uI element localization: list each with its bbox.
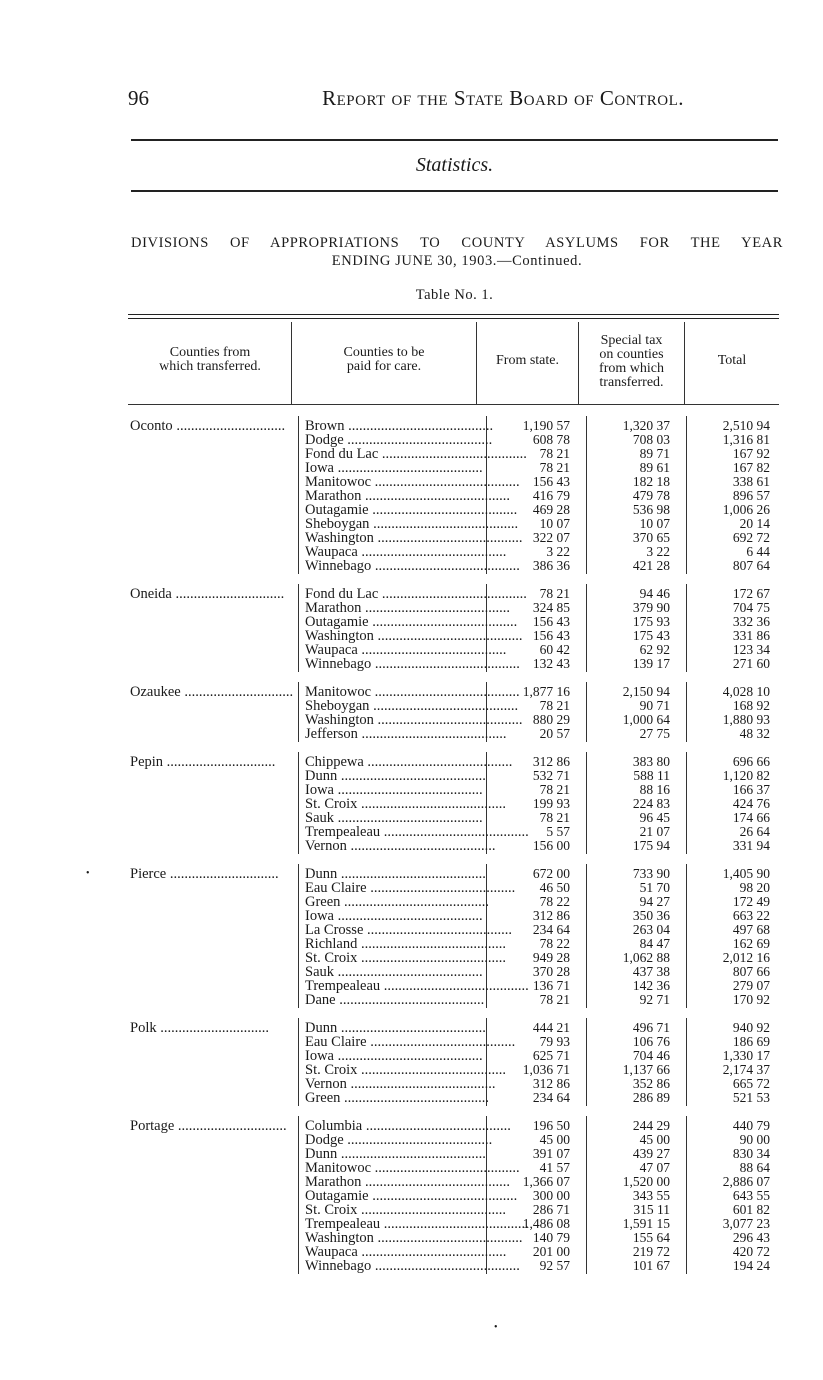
from-state-value: 286 71 (532, 1202, 570, 1217)
from-state-value: 312 86 (532, 1076, 570, 1091)
special-tax-value: 62 92 (639, 642, 670, 657)
paid-county: St. Croix ........................................ (305, 1062, 506, 1078)
col-header-paid: Counties to be paid for care. (343, 345, 425, 374)
from-state-value: 1,486 08 (522, 1216, 570, 1231)
paid-county: Green ........................................ (305, 894, 490, 910)
from-state-value: 78 21 (539, 782, 570, 797)
from-state-value: 3 22 (546, 544, 570, 559)
special-tax-value: 439 27 (632, 1146, 670, 1161)
paid-county: Outagamie ........................................ (305, 614, 518, 630)
from-state-value: 1,366 07 (522, 1174, 570, 1189)
total-value: 1,120 82 (722, 768, 770, 783)
paid-county: Washington ........................................ (305, 628, 523, 644)
column-divider (586, 1018, 587, 1106)
total-value: 172 67 (732, 586, 770, 601)
total-value: 643 55 (732, 1188, 770, 1203)
from-state-value: 156 43 (532, 614, 570, 629)
column-divider (686, 752, 687, 854)
paid-county: Manitowoc ........................................ (305, 474, 520, 490)
special-tax-value: 27 75 (639, 726, 670, 741)
column-divider (298, 1018, 299, 1106)
paid-county: Dunn ........................................ (305, 1020, 486, 1036)
from-state-value: 469 28 (532, 502, 570, 517)
from-state-value: 880 29 (532, 712, 570, 727)
column-divider (686, 864, 687, 1008)
special-tax-value: 1,591 15 (622, 1216, 670, 1231)
special-tax-value: 175 94 (632, 838, 670, 853)
paid-county: Green ........................................ (305, 1090, 490, 1106)
column-divider (586, 682, 587, 742)
table-top-rule (128, 314, 779, 319)
paid-county: Iowa ........................................ (305, 782, 483, 798)
from-state-value: 234 64 (532, 1090, 570, 1105)
header-rule (131, 139, 778, 141)
special-tax-value: 142 36 (632, 978, 670, 993)
paid-county: Dunn ........................................ (305, 1146, 486, 1162)
total-value: 166 37 (732, 782, 770, 797)
column-divider (586, 752, 587, 854)
header-bottom-rule (128, 404, 779, 405)
from-state-value: 156 43 (532, 474, 570, 489)
total-value: 168 92 (732, 698, 770, 713)
paid-county: Vernon ........................................ (305, 838, 496, 854)
total-value: 6 44 (746, 544, 770, 559)
paid-county: Marathon ........................................ (305, 488, 510, 504)
paid-county: Fond du Lac ........................................ (305, 446, 527, 462)
special-tax-value: 286 89 (632, 1090, 670, 1105)
col-header-total: Total (717, 353, 747, 368)
margin-mark: • (494, 1322, 498, 1333)
total-value: 521 53 (732, 1090, 770, 1105)
paid-county: Waupaca ........................................ (305, 544, 507, 560)
column-divider (686, 1116, 687, 1274)
column-divider (298, 752, 299, 854)
total-value: 692 72 (732, 530, 770, 545)
total-value: 497 68 (732, 922, 770, 937)
from-state-value: 78 21 (539, 992, 570, 1007)
special-tax-value: 1,062 88 (622, 950, 670, 965)
page-number: 96 (128, 86, 149, 110)
column-divider (686, 584, 687, 672)
margin-mark: • (86, 868, 90, 879)
paid-county: Sheboygan ........................................ (305, 516, 519, 532)
special-tax-value: 3 22 (646, 544, 670, 559)
total-value: 186 69 (732, 1034, 770, 1049)
special-tax-value: 2,150 94 (622, 684, 670, 699)
from-county: Ozaukee .............................. (130, 684, 294, 700)
total-value: 3,077 23 (722, 1216, 770, 1231)
special-tax-value: 224 83 (632, 796, 670, 811)
from-county: Oconto .............................. (130, 418, 286, 434)
total-value: 48 32 (739, 726, 770, 741)
total-value: 167 82 (732, 460, 770, 475)
from-state-value: 1,036 71 (522, 1062, 570, 1077)
paid-county: Waupaca ........................................ (305, 642, 507, 658)
special-tax-value: 94 46 (639, 586, 670, 601)
from-state-value: 324 85 (532, 600, 570, 615)
total-value: 88 64 (739, 1160, 770, 1175)
col-header-tax: Special tax on counties from which transferred. (599, 333, 664, 390)
section-rule (131, 190, 778, 192)
from-state-value: 140 79 (532, 1230, 570, 1245)
from-state-value: 78 21 (539, 586, 570, 601)
from-state-value: 1,190 57 (522, 418, 570, 433)
paid-county: Sauk ........................................ (305, 964, 483, 980)
special-tax-value: 588 11 (633, 768, 670, 783)
total-value: 2,886 07 (722, 1174, 770, 1189)
from-county: Portage .............................. (130, 1118, 287, 1134)
from-state-value: 46 50 (539, 880, 570, 895)
total-value: 1,405 90 (722, 866, 770, 881)
from-state-value: 45 00 (539, 1132, 570, 1147)
special-tax-value: 496 71 (632, 1020, 670, 1035)
total-value: 167 92 (732, 446, 770, 461)
special-tax-value: 219 72 (632, 1244, 670, 1259)
from-state-value: 386 36 (532, 558, 570, 573)
paid-county: Outagamie ........................................ (305, 1188, 518, 1204)
from-state-value: 312 86 (532, 908, 570, 923)
from-state-value: 1,877 16 (522, 684, 570, 699)
from-state-value: 196 50 (532, 1118, 570, 1133)
special-tax-value: 96 45 (639, 810, 670, 825)
total-value: 271 60 (732, 656, 770, 671)
special-tax-value: 182 18 (632, 474, 670, 489)
col-header-state: From state. (496, 353, 559, 368)
special-tax-value: 51 70 (639, 880, 670, 895)
paid-county: Manitowoc ........................................ (305, 684, 520, 700)
from-state-value: 672 00 (532, 866, 570, 881)
paid-county: Washington ........................................ (305, 712, 523, 728)
from-state-value: 625 71 (532, 1048, 570, 1063)
total-value: 1,880 93 (722, 712, 770, 727)
total-value: 172 49 (732, 894, 770, 909)
special-tax-value: 45 00 (639, 1132, 670, 1147)
paid-county: St. Croix ........................................ (305, 950, 506, 966)
total-value: 170 92 (732, 992, 770, 1007)
from-state-value: 78 21 (539, 698, 570, 713)
total-value: 896 57 (732, 488, 770, 503)
column-divider (298, 584, 299, 672)
special-tax-value: 175 93 (632, 614, 670, 629)
from-state-value: 132 43 (532, 656, 570, 671)
total-value: 279 07 (732, 978, 770, 993)
special-tax-value: 1,520 00 (622, 1174, 670, 1189)
paid-county: Sheboygan ........................................ (305, 698, 519, 714)
total-value: 807 64 (732, 558, 770, 573)
special-tax-value: 350 36 (632, 908, 670, 923)
from-state-value: 300 00 (532, 1188, 570, 1203)
total-value: 98 20 (739, 880, 770, 895)
paid-county: Winnebago ........................................ (305, 656, 520, 672)
column-divider (298, 682, 299, 742)
special-tax-value: 704 46 (632, 1048, 670, 1063)
caption-line-2: ENDING JUNE 30, 1903.—Continued. (331, 253, 583, 269)
from-state-value: 92 57 (539, 1258, 570, 1273)
from-state-value: 60 42 (539, 642, 570, 657)
special-tax-value: 370 65 (632, 530, 670, 545)
total-value: 26 64 (739, 824, 770, 839)
special-tax-value: 139 17 (632, 656, 670, 671)
special-tax-value: 244 29 (632, 1118, 670, 1133)
special-tax-value: 1,000 64 (622, 712, 670, 727)
paid-county: St. Croix ........................................ (305, 796, 506, 812)
from-county: Polk .............................. (130, 1020, 269, 1036)
total-value: 194 24 (732, 1258, 770, 1273)
from-state-value: 41 57 (539, 1160, 570, 1175)
special-tax-value: 1,320 37 (622, 418, 670, 433)
total-value: 162 69 (732, 936, 770, 951)
paid-county: Iowa ........................................ (305, 460, 483, 476)
total-value: 331 86 (732, 628, 770, 643)
paid-county: Columbia ........................................ (305, 1118, 511, 1134)
total-value: 123 34 (732, 642, 770, 657)
total-value: 332 36 (732, 614, 770, 629)
paid-county: Fond du Lac ........................................ (305, 586, 527, 602)
from-state-value: 444 21 (532, 1020, 570, 1035)
special-tax-value: 84 47 (639, 936, 670, 951)
paid-county: Dunn ........................................ (305, 768, 486, 784)
total-value: 1,006 26 (722, 502, 770, 517)
special-tax-value: 421 28 (632, 558, 670, 573)
from-county: Pepin .............................. (130, 754, 276, 770)
special-tax-value: 92 71 (639, 992, 670, 1007)
special-tax-value: 733 90 (632, 866, 670, 881)
total-value: 2,174 37 (722, 1062, 770, 1077)
total-value: 1,330 17 (722, 1048, 770, 1063)
from-county: Oneida .............................. (130, 586, 285, 602)
total-value: 1,316 81 (722, 432, 770, 447)
column-divider (586, 864, 587, 1008)
paid-county: Jefferson ........................................ (305, 726, 507, 742)
paid-county: Outagamie ........................................ (305, 502, 518, 518)
paid-county: Richland ........................................ (305, 936, 506, 952)
section-title: Statistics. (415, 154, 494, 176)
from-state-value: 532 71 (532, 768, 570, 783)
special-tax-value: 90 71 (639, 698, 670, 713)
paid-county: Brown ........................................ (305, 418, 494, 434)
paid-county: Chippewa ........................................ (305, 754, 513, 770)
from-state-value: 199 93 (532, 796, 570, 811)
paid-county: Marathon ........................................ (305, 1174, 510, 1190)
from-state-value: 312 86 (532, 754, 570, 769)
column-divider (586, 1116, 587, 1274)
paid-county: Trempealeau ........................................ (305, 1216, 529, 1232)
running-header (128, 86, 684, 114)
paid-county: Eau Claire ........................................ (305, 1034, 516, 1050)
paid-county: Iowa ........................................ (305, 1048, 483, 1064)
paid-county: Trempealeau ........................................ (305, 824, 529, 840)
paid-county: Dunn ........................................ (305, 866, 486, 882)
special-tax-value: 47 07 (639, 1160, 670, 1175)
special-tax-value: 1,137 66 (622, 1062, 670, 1077)
paid-county: Manitowoc ........................................ (305, 1160, 520, 1176)
from-state-value: 79 93 (539, 1034, 570, 1049)
from-state-value: 370 28 (532, 964, 570, 979)
paid-county: Iowa ........................................ (305, 908, 483, 924)
paid-county: Winnebago ........................................ (305, 1258, 520, 1274)
total-value: 420 72 (732, 1244, 770, 1259)
total-value: 174 66 (732, 810, 770, 825)
special-tax-value: 352 86 (632, 1076, 670, 1091)
from-state-value: 949 28 (532, 950, 570, 965)
from-state-value: 156 43 (532, 628, 570, 643)
column-divider (686, 416, 687, 574)
special-tax-value: 21 07 (639, 824, 670, 839)
total-value: 2,510 94 (722, 418, 770, 433)
column-divider (586, 416, 587, 574)
paid-county: Dane ........................................ (305, 992, 485, 1008)
column-divider (686, 682, 687, 742)
special-tax-value: 479 78 (632, 488, 670, 503)
total-value: 830 34 (732, 1146, 770, 1161)
report-title: Report of the State Board of Control. (322, 86, 684, 110)
total-value: 90 00 (739, 1132, 770, 1147)
paid-county: Waupaca ........................................ (305, 1244, 507, 1260)
paid-county: Vernon ........................................ (305, 1076, 496, 1092)
table-caption (131, 234, 783, 270)
from-state-value: 608 78 (532, 432, 570, 447)
caption-line-1: DIVISIONS OF APPROPRIATIONS TO COUNTY ASYLUMS FOR THE YEAR (131, 235, 783, 251)
column-divider (298, 1116, 299, 1274)
special-tax-value: 94 27 (639, 894, 670, 909)
special-tax-value: 536 98 (632, 502, 670, 517)
total-value: 4,028 10 (722, 684, 770, 699)
from-state-value: 78 21 (539, 810, 570, 825)
total-value: 704 75 (732, 600, 770, 615)
total-value: 663 22 (732, 908, 770, 923)
total-value: 338 61 (732, 474, 770, 489)
special-tax-value: 175 43 (632, 628, 670, 643)
special-tax-value: 383 80 (632, 754, 670, 769)
table-label: Table No. 1. (415, 287, 494, 303)
paid-county: Washington ........................................ (305, 530, 523, 546)
from-state-value: 416 79 (532, 488, 570, 503)
column-divider (586, 584, 587, 672)
total-value: 424 76 (732, 796, 770, 811)
paid-county: Winnebago ........................................ (305, 558, 520, 574)
from-state-value: 201 00 (532, 1244, 570, 1259)
from-state-value: 78 21 (539, 446, 570, 461)
special-tax-value: 10 07 (639, 516, 670, 531)
special-tax-value: 343 55 (632, 1188, 670, 1203)
column-divider (298, 416, 299, 574)
total-value: 296 43 (732, 1230, 770, 1245)
paid-county: Dodge ........................................ (305, 1132, 493, 1148)
from-state-value: 322 07 (532, 530, 570, 545)
total-value: 20 14 (739, 516, 770, 531)
special-tax-value: 89 71 (639, 446, 670, 461)
total-value: 940 92 (732, 1020, 770, 1035)
from-state-value: 78 22 (539, 894, 570, 909)
column-divider (298, 864, 299, 1008)
from-state-value: 10 07 (539, 516, 570, 531)
paid-county: Dodge ........................................ (305, 432, 493, 448)
from-county: Pierce .............................. (130, 866, 279, 882)
from-state-value: 78 21 (539, 460, 570, 475)
from-state-value: 391 07 (532, 1146, 570, 1161)
from-state-value: 5 57 (546, 824, 570, 839)
total-value: 807 66 (732, 964, 770, 979)
paid-county: Trempealeau ........................................ (305, 978, 529, 994)
total-value: 440 79 (732, 1118, 770, 1133)
from-state-value: 156 00 (532, 838, 570, 853)
paid-county: Marathon ........................................ (305, 600, 510, 616)
paid-county: Washington ........................................ (305, 1230, 523, 1246)
total-value: 2,012 16 (722, 950, 770, 965)
paid-county: Sauk ........................................ (305, 810, 483, 826)
from-state-value: 20 57 (539, 726, 570, 741)
special-tax-value: 315 11 (633, 1202, 670, 1217)
column-divider (686, 1018, 687, 1106)
special-tax-value: 88 16 (639, 782, 670, 797)
col-header-from: Counties from which transferred. (159, 345, 261, 374)
from-state-value: 78 22 (539, 936, 570, 951)
special-tax-value: 708 03 (632, 432, 670, 447)
paid-county: St. Croix ........................................ (305, 1202, 506, 1218)
special-tax-value: 379 90 (632, 600, 670, 615)
total-value: 665 72 (732, 1076, 770, 1091)
special-tax-value: 89 61 (639, 460, 670, 475)
total-value: 696 66 (732, 754, 770, 769)
paid-county: La Crosse ........................................ (305, 922, 513, 938)
from-state-value: 234 64 (532, 922, 570, 937)
total-value: 331 94 (732, 838, 770, 853)
special-tax-value: 437 38 (632, 964, 670, 979)
paid-county: Eau Claire ........................................ (305, 880, 516, 896)
special-tax-value: 263 04 (632, 922, 670, 937)
special-tax-value: 106 76 (632, 1034, 670, 1049)
special-tax-value: 155 64 (632, 1230, 670, 1245)
special-tax-value: 101 67 (632, 1258, 670, 1273)
from-state-value: 136 71 (532, 978, 570, 993)
total-value: 601 82 (732, 1202, 770, 1217)
